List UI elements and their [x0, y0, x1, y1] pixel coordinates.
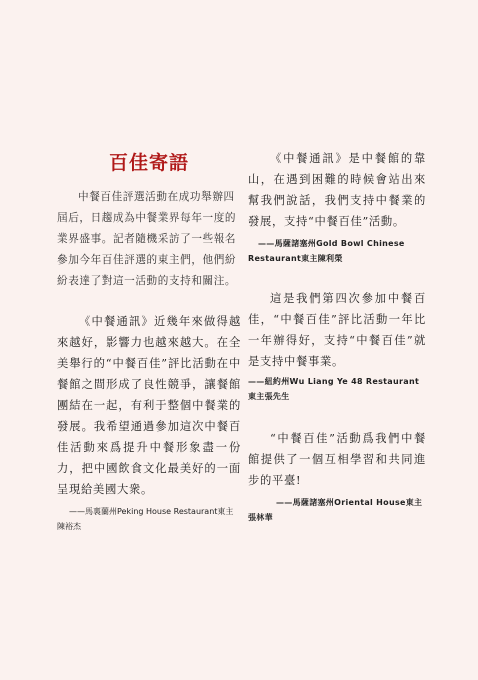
article-title: 百佳寄語 [108, 152, 189, 174]
attribution-1: ——馬裏蘭州Peking House Restaurant東主陳裕杰 [57, 507, 234, 531]
left-column [57, 148, 241, 534]
attribution-4: ——馬薩諸塞州Oriental House東主張林華 [248, 498, 423, 522]
attribution-3: ——紐約州Wu Liang Ye 48 Restaurant東主張先生 [248, 377, 420, 401]
right-column [248, 148, 426, 525]
intro-paragraph: 中餐百佳評選活動在成功舉辦四屆后，日趨成為中餐業界每年一度的業界盛事。記者隨機采訪了一些報名參加今年百佳評選的東主們，他們紛紛表達了對這一活動的支持和關注。 [57, 191, 237, 287]
quote-paragraph-4: “中餐百佳”活動爲我們中餐館提供了一個互相學習和共同進步的平臺! [248, 432, 426, 487]
quote-paragraph-3: 這是我們第四次參加中餐百佳，“中餐百佳”評比活動一年比一年辦得好，支持“中餐百佳”就是支持中餐事業。 [248, 292, 426, 368]
attribution-2: ——馬薩諸塞州Gold Bowl Chinese Restaurant東主陳利榮 [248, 239, 405, 263]
quote-paragraph-1: 《中餐通訊》近幾年來做得越來越好，影響力也越來越大。在全美舉行的“中餐百佳”評比活動在中餐館之間形成了良性競爭，讓餐館團結在一起，有利于整個中餐業的發展。我希望通過參加這次中餐百佳活動來爲提升中餐形象盡一份力，把中國飲食文化最美好的一面呈現給美國大衆。 [57, 315, 241, 496]
quote-paragraph-2: 《中餐通訊》是中餐館的靠山，在遇到困難的時候會站出來幫我們說話，我們支持中餐業的發展，支持“中餐百佳”活動。 [248, 152, 426, 228]
